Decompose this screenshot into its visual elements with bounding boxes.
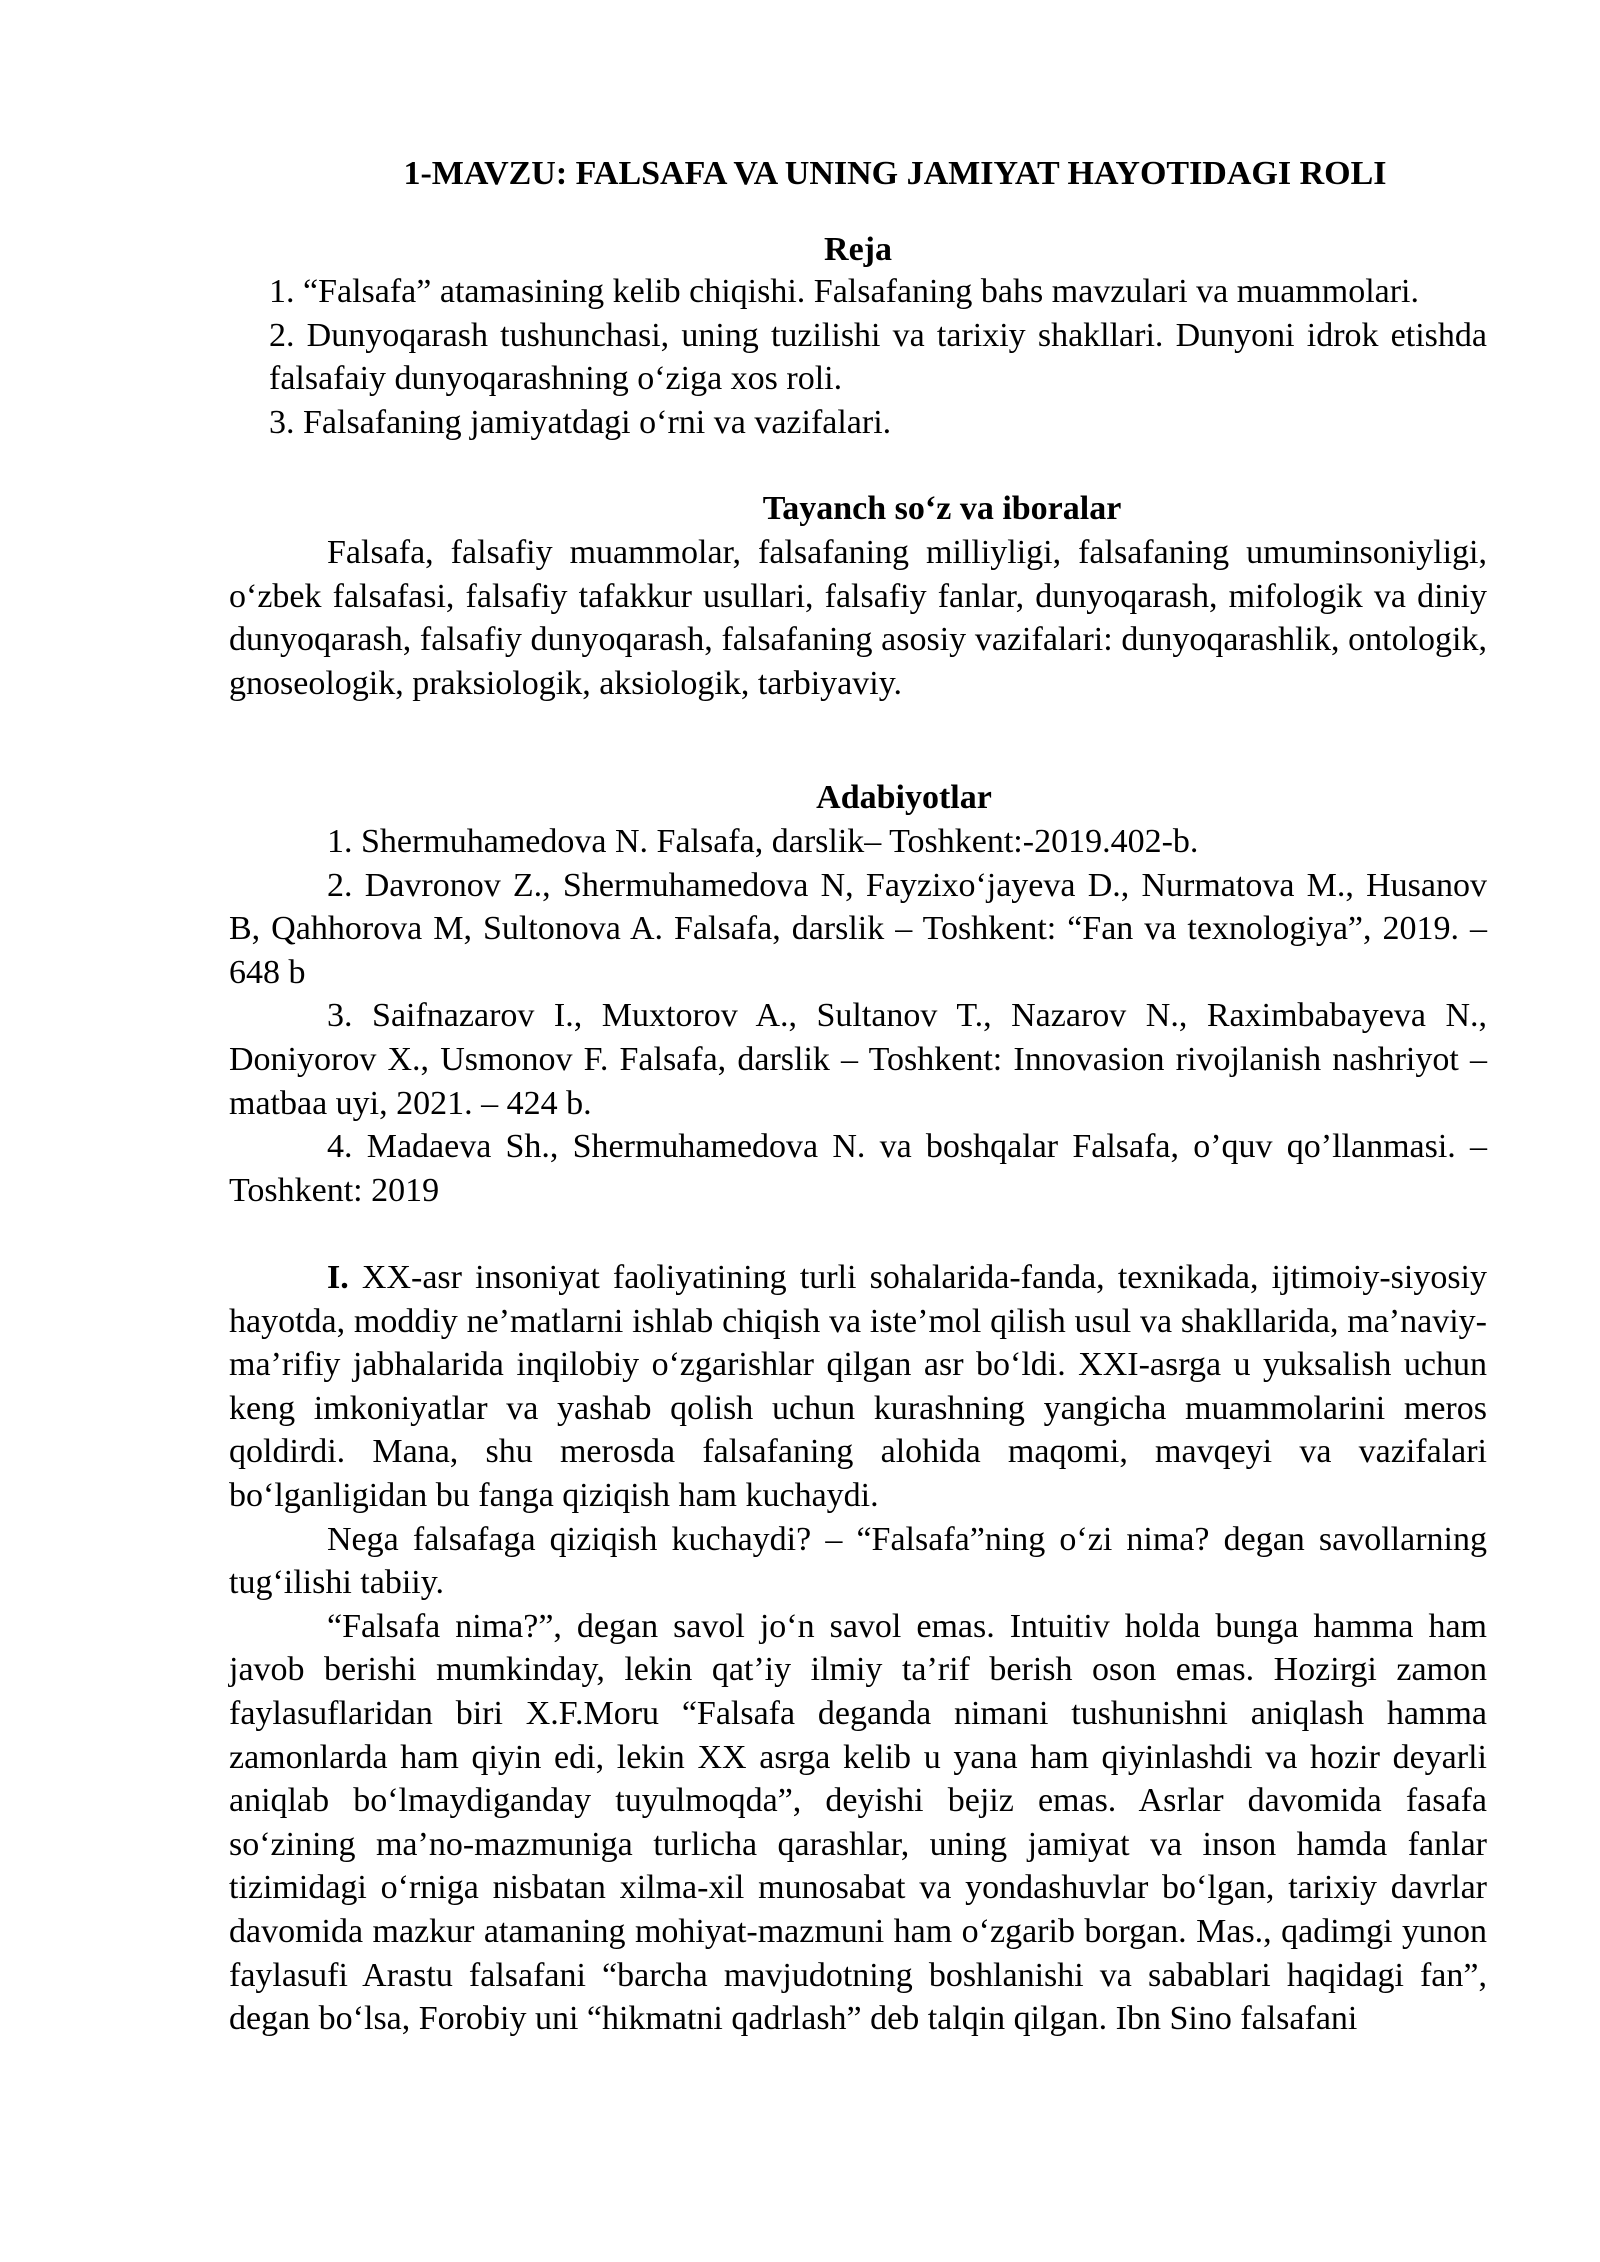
literature-item: 4. Madaeva Sh., Shermuhamedova N. va boshqalar Falsafa, o’quv qo’llanmasi. –Toshkent: 2019 <box>229 1128 1487 1209</box>
literature-list <box>229 820 1487 1212</box>
keywords-heading: Tayanch so‘z va iboralar <box>762 490 1122 527</box>
body-text <box>229 1256 1487 2041</box>
plan-heading: Reja <box>824 231 892 268</box>
document-title: 1-MAVZU: FALSAFA VA UNING JAMIYAT HAYOTIDAGI ROLI <box>403 155 1387 192</box>
literature-heading: Adabiyotlar <box>816 779 992 816</box>
body-paragraph: “Falsafa nima?”, degan savol jo‘n savol emas. Intuitiv holda bunga hamma ham javob berishi mumkinday, lekin qat’iy ilmiy ta’rif berish oson emas. Hozirgi zamon faylasuflaridan biri X.F.Moru “Falsafa deganda nimani tushunishni aniqlash hamma zamonlarda ham qiyin edi, lekin XX asrga kelib u yana ham qiyinlashdi va hozir deyarli aniqlab bo‘lmaydiganday tuyulmoqda”, deyishi bejiz emas. Asrlar davomida fasafa so‘zining ma’no-mazmuniga turlicha qarashlar, uning jamiyat va inson hamda fanlar tizimidagi o‘rniga nisbatan xilma-xil munosabat va yondashuvlar bo‘lgan, tarixiy davrlar davomida mazkur atamaning mohiyat-mazmuni ham o‘zgarib borgan. Mas., qadimgi yunon faylasufi Arastu falsafani “barcha mavjudotning boshlanishi va sabablari haqidagi fan”, degan bo‘lsa, Forobiy uni “hikmatni qadrlash” deb talqin qilgan. Ibn Sino falsafani <box>229 1607 1487 2038</box>
plan-list <box>269 270 1487 444</box>
plan-item: 2. Dunyoqarash tushunchasi, uning tuzilishi va tarixiy shakllari. Dunyoni idrok etishda falsafaiy dunyoqarashning o‘ziga xos roli. <box>269 316 1487 398</box>
section-marker: I. <box>327 1259 349 1296</box>
plan-item: 1. “Falsafa” atamasining kelib chiqishi. Falsafaning bahs mavzulari va muammolari. <box>269 273 1420 310</box>
body-paragraph-text: XX-asr insoniyat faoliyatining turli sohalarida-fanda, texnikada, ijtimoiy-siyosiy hayotda, moddiy ne’matlarni ishlab chiqish va iste’mol qilish usul va shakllarida, ma’naviy-ma’rifiy jabhalarida inqilobiy o‘zgarishlar qilgan asr bo‘ldi. XXI-asrga u yuksalish uchun keng imkoniyatlar va yashab qolish uchun kurashning yangicha muammolarini meros qoldirdi. Mana, shu merosda falsafaning alohida maqomi, mavqeyi va vazifalari bo‘lganligidan bu fanga qiziqish ham kuchaydi. <box>229 1259 1487 1514</box>
literature-item: 2. Davronov Z., Shermuhamedova N, Fayzixo‘jayeva D., Nurmatova M., Husanov B, Qahhorova M, Sultonova A. Falsafa, darslik – Toshkent: “Fan va texnologiya”, 2019. – 648 b <box>229 866 1487 991</box>
keywords-text: Falsafa, falsafiy muammolar, falsafaning milliyligi, falsafaning umuminsoniyligi, o‘zbek falsafasi, falsafiy tafakkur usullari, falsafiy fanlar, dunyoqarash, mifologik va diniy dunyoqarash, falsafiy dunyoqarash, falsafaning asosiy vazifalari: dunyoqarashlik, ontologik, gnoseologik, praksiologik, aksiologik, tarbiyaviy. <box>229 534 1487 702</box>
keywords-section <box>229 531 1487 705</box>
plan-item: 3. Falsafaning jamiyatdagi o‘rni va vazifalari. <box>269 403 892 441</box>
literature-item: 1. Shermuhamedova N. Falsafa, darslik– Toshkent:-2019.402-b. <box>327 823 1199 860</box>
body-paragraph: Nega falsafaga qiziqish kuchaydi? – “Falsafa”ning o‘zi nima? degan savollarning tug‘ilishi tabiiy. <box>229 1520 1487 1602</box>
body-paragraph <box>229 1256 1487 1518</box>
literature-item: 3. Saifnazarov I., Muxtorov A., Sultanov T., Nazarov N., Raximbabayeva N., Doniyorov X., Usmonov F. Falsafa, darslik – Toshkent: Innovasion rivojlanish nashriyot –matbaa uyi, 2021. – 424 b. <box>229 997 1487 1122</box>
